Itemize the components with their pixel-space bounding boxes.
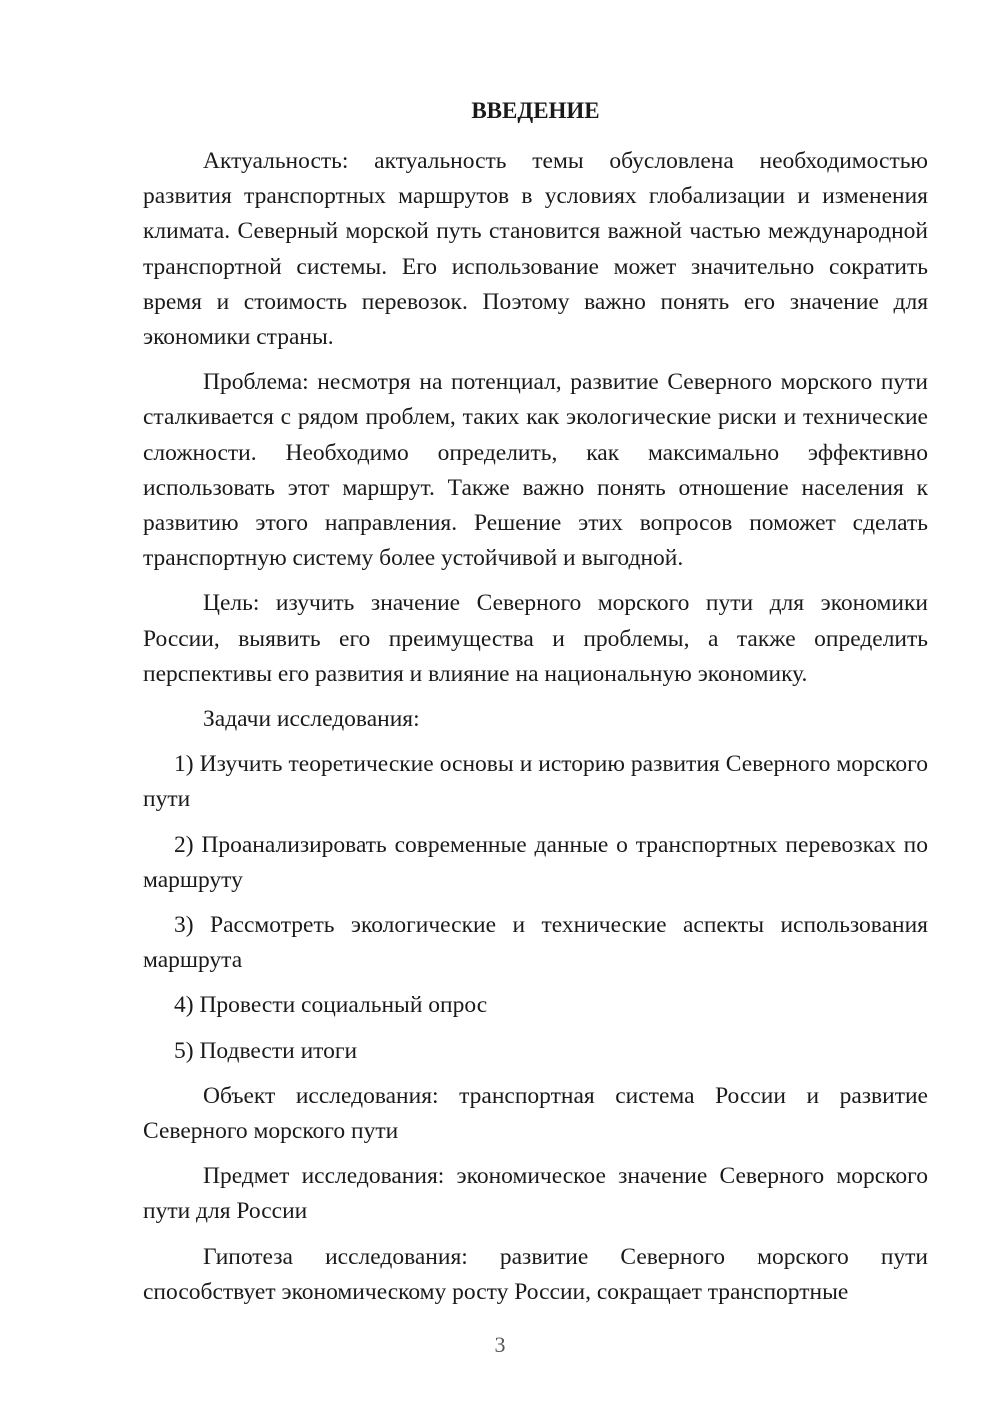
paragraph-object: Объект исследования: транспортная система России и развитие Северного морского пути	[143, 1082, 928, 1145]
page-number: 3	[494, 1332, 506, 1357]
task-item-5: 5) Подвести итоги	[174, 1037, 358, 1064]
paragraph-hypothesis: Гипотеза исследования: развитие Северного морского пути способствует экономическому росту России, сокращает транспортные	[143, 1243, 928, 1305]
task-item-1: 1) Изучить теоретические основы и историю развития Северного морского пути	[143, 751, 928, 813]
paragraph-relevance: Актуальность: актуальность темы обусловлена необходимостью развития транспортных маршрутов в условиях глобализации и изменения климата. Северный морской путь становится важной частью международной транспортной системы. Его использование может значительно сократить время и стоимость перевозок. Поэтому важно понять его значение для экономики страны.	[143, 148, 928, 351]
paragraph-problem: Проблема: несмотря на потенциал, развитие Северного морского пути сталкивается с рядом проблем, таких как экологические риски и технические сложности. Необходимо определить, как максимально эффективно использовать этот маршрут. Также важно понять отношение населения к развитию этого направления. Решение этих вопросов поможет сделать транспортную систему более устойчивой и выгодной.	[143, 369, 928, 572]
section-title: ВВЕДЕНИЕ	[471, 98, 600, 123]
document-page	[143, 96, 928, 1320]
task-item-4: 4) Провести социальный опрос	[174, 992, 488, 1019]
paragraph-subject: Предмет исследования: экономическое значение Северного морского пути для России	[143, 1163, 928, 1225]
task-item-2: 2) Проанализировать современные данные о транспортных перевозках по маршруту	[143, 831, 928, 893]
paragraph-goal: Цель: изучить значение Северного морского пути для экономики России, выявить его преимущества и проблемы, а также определить перспективы его развития и влияние на национальную экономику.	[143, 590, 928, 687]
paragraph-tasks-heading: Задачи исследования:	[203, 706, 420, 733]
task-item-3: 3) Рассмотреть экологические и технические аспекты использования маршрута	[143, 912, 928, 974]
